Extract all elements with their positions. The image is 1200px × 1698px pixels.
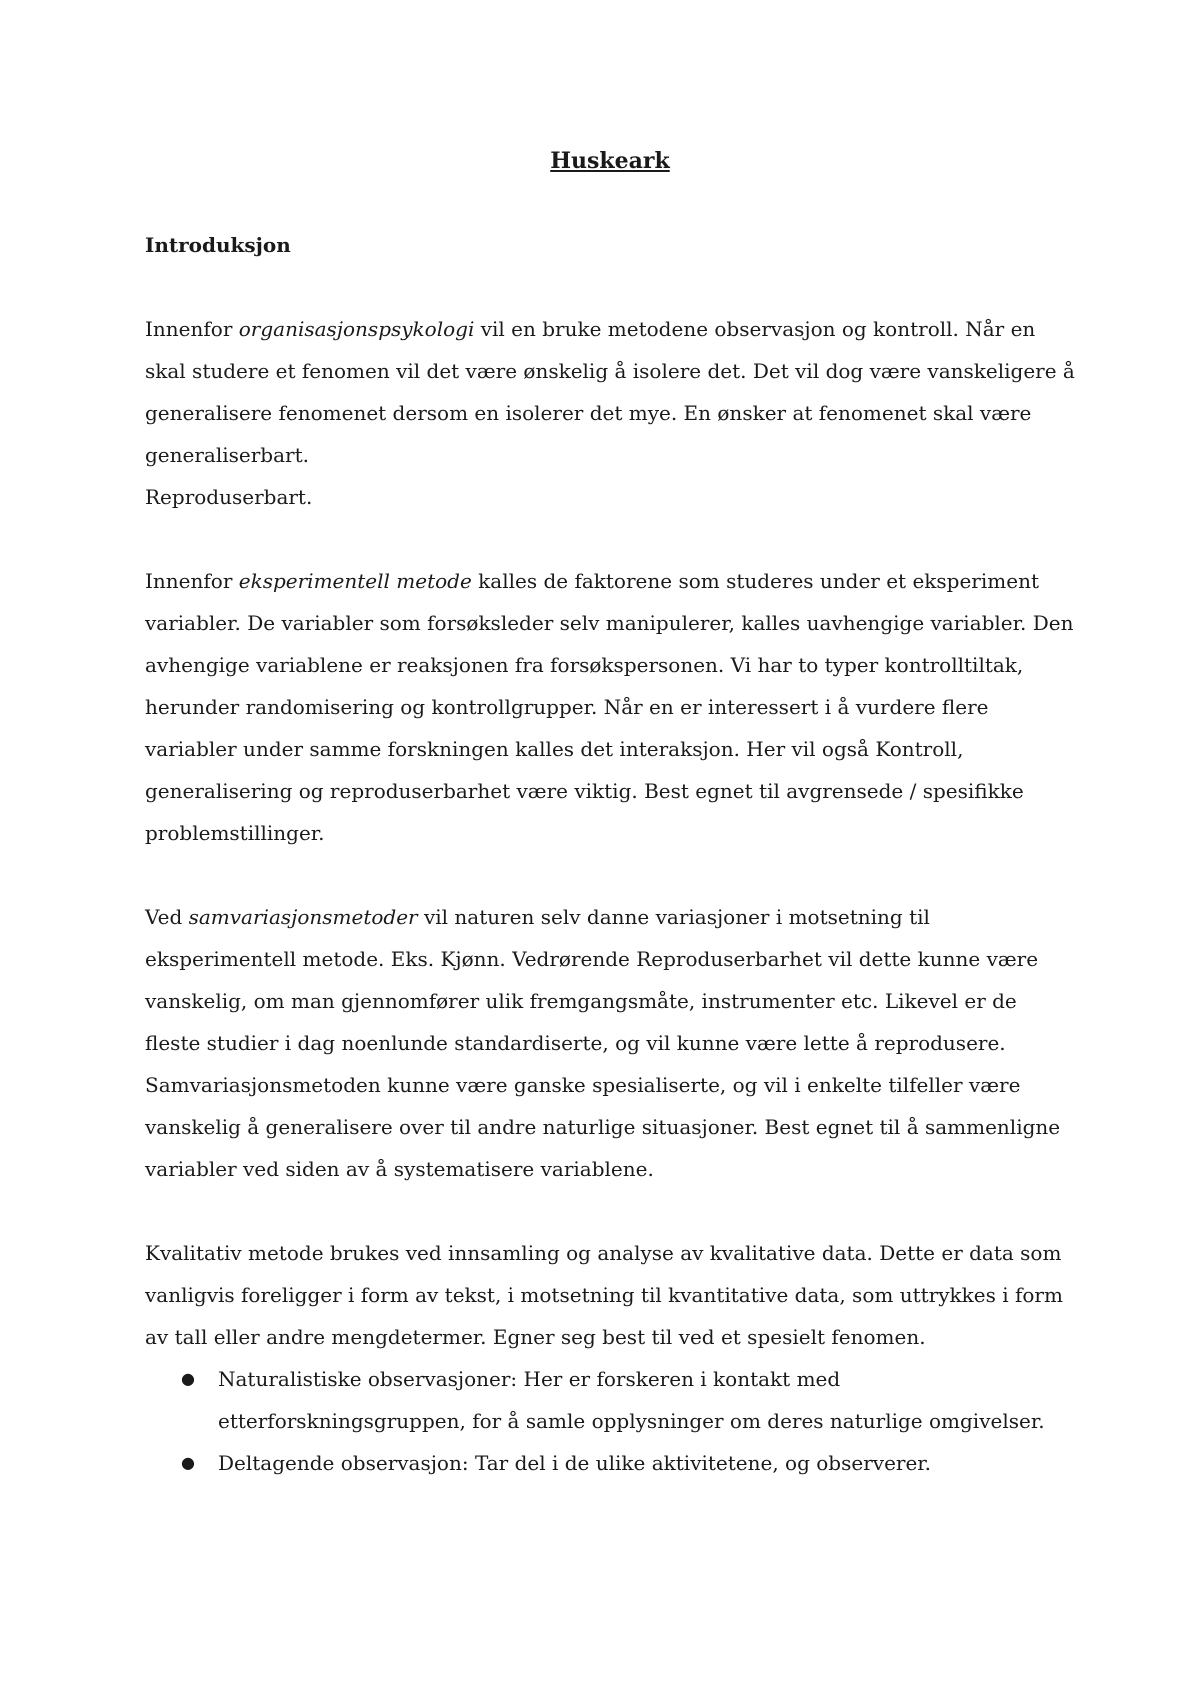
document-body xyxy=(145,140,1075,1484)
paragraph-samvariasjonsmetoder xyxy=(145,896,1075,1190)
paragraph-text: vil en bruke metodene observasjon og kontroll. Når en skal studere et fenomen vil det være ønskelig å isolere det. Det vil dog være vanskeligere å generalisere fenomenet dersom en isolerer det mye. En ønsker at fenomenet skal være generaliserbart. xyxy=(145,317,1075,467)
list-item xyxy=(181,1442,1075,1484)
bullet-icon: ● xyxy=(181,1453,195,1472)
paragraph-text: Innenfor xyxy=(145,317,239,341)
bullet-list xyxy=(145,1358,1075,1484)
emphasis-term: organisasjonspsykologi xyxy=(238,317,475,341)
bullet-icon: ● xyxy=(181,1369,195,1388)
emphasis-term: samvariasjonsmetoder xyxy=(188,905,418,929)
section-heading-introduksjon: Introduksjon xyxy=(145,233,291,257)
paragraph-eksperimentell-metode xyxy=(145,560,1075,854)
paragraph-text: Innenfor xyxy=(145,569,239,593)
paragraph-organisasjonspsykologi xyxy=(145,308,1075,476)
paragraph-spacer xyxy=(145,1190,1075,1232)
document-title: Huskeark xyxy=(550,148,670,174)
emphasis-term: eksperimentell metode xyxy=(238,569,472,593)
list-item-text: Naturalistiske observasjoner: Her er forskeren i kontakt med etterforskningsgruppen, for å samle opplysninger om deres naturlige omgivelser. xyxy=(218,1367,1045,1433)
paragraph-text: vil naturen selv danne variasjoner i motsetning til eksperimentell metode. Eks. Kjønn. Vedrørende Reproduserbarhet vil dette kunne være vanskelig, om man gjennomfører ulik fremgangsmåte, instrumenter etc. Likevel er de fleste studier i dag noenlunde standardiserte, og vil kunne være lette å reprodusere. Samvariasjonsmetoden kunne være ganske spesialiserte, og vil i enkelte tilfeller være vanskelig å generalisere over til andre naturlige situasjoner. Best egnet til å sammenligne variabler ved siden av å systematisere variablene. xyxy=(145,905,1061,1181)
paragraph-text: Ved xyxy=(145,905,189,929)
paragraph-spacer xyxy=(145,266,1075,308)
list-item xyxy=(181,1358,1075,1442)
paragraph-kvalitativ-metode: Kvalitativ metode brukes ved innsamling og analyse av kvalitative data. Dette er data som vanligvis foreligger i form av tekst, i motsetning til kvantitative data, som uttrykkes i form av tall eller andre mengdetermer. Egner seg best til ved et spesielt fenomen. xyxy=(145,1241,1063,1349)
list-item-text: Deltagende observasjon: Tar del i de ulike aktivitetene, og observerer. xyxy=(218,1451,932,1475)
paragraph-spacer xyxy=(145,854,1075,896)
paragraph-reproduserbart: Reproduserbart. xyxy=(145,485,313,509)
paragraph-spacer xyxy=(145,518,1075,560)
paragraph-text: kalles de faktorene som studeres under et eksperiment variabler. De variabler som forsøksleder selv manipulerer, kalles uavhengige variabler. Den avhengige variablene er reaksjonen fra forsøkspersonen. Vi har to typer kontrolltiltak, herunder randomisering og kontrollgrupper. Når en er interessert i å vurdere flere variabler under samme forskningen kalles det interaksjon. Her vil også Kontroll, generalisering og reproduserbarhet være viktig. Best egnet til avgrensede / spesifikke problemstillinger. xyxy=(145,569,1074,845)
